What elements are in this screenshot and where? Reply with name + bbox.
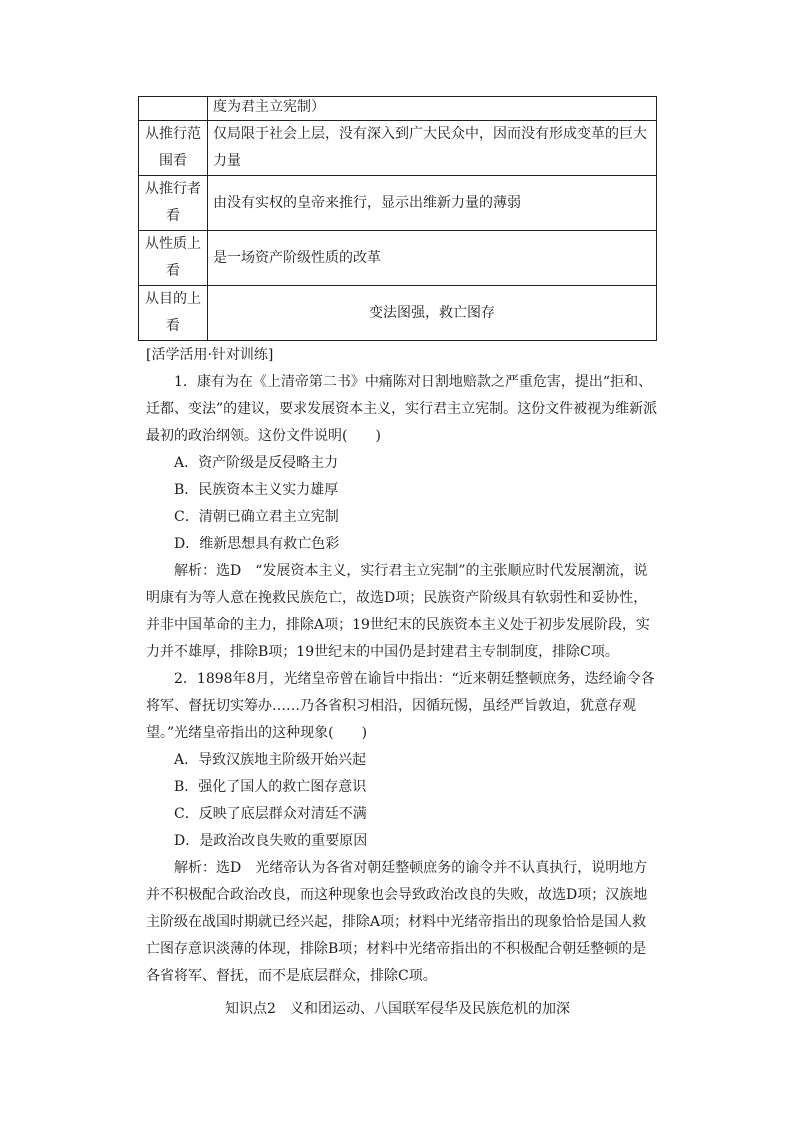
question-1-option-c: C．清朝已确立君主立宪制 (174, 509, 339, 525)
row-content: 是一场资产阶级性质的改革 (208, 231, 657, 286)
question-1-option-d: D．维新思想具有救亡色彩 (174, 536, 340, 552)
row-content: 仅局限于社会上层，没有深入到广大民众中，因而没有形成变革的巨大力量 (208, 121, 657, 176)
table-row (139, 121, 657, 176)
row-label: 从性质上看 (139, 231, 208, 286)
table-row (139, 231, 657, 286)
row-content: 变法图强，救亡图存 (208, 286, 657, 341)
table-row (139, 176, 657, 231)
question-2-stem: 2．1898年8月，光绪皇帝曾在谕旨中指出：“近来朝廷整顿庶务，迭经谕令各将军、督抚切实筹办……乃各省积习相沿，因循玩惕，虽经严旨敦迫，犹意存观望。”光绪皇帝指出的这种现象( ) (146, 671, 655, 741)
question-2-option-c: C．反映了底层群众对清廷不满 (174, 806, 367, 822)
analysis-table (138, 96, 657, 341)
knowledge-point-title: 知识点2 义和团运动、八国联军侵华及民族危机的加深 (225, 1001, 570, 1017)
question-2-option-a: A．导致汉族地主阶级开始兴起 (174, 752, 367, 768)
row-label: 从推行范围看 (139, 121, 208, 176)
table-row (139, 97, 657, 121)
question-1-analysis: 解析：选D “发展资本主义，实行君主立宪制”的主张顺应时代发展潮流，说明康有为等人意在挽救民族危亡，故选D项；民族资产阶级具有软弱性和妥协性，并非中国革命的主力，排除A项；19世纪末的民族资本主义处于初步发展阶段，实力并不雄厚，排除B项；19世纪末的中国仍是封建君主专制制度，排除C项。 (146, 563, 650, 660)
row-label (139, 97, 208, 121)
question-1-option-a: A．资产阶级是反侵略主力 (174, 455, 339, 471)
question-2-option-b: B．强化了国人的救亡图存意识 (174, 779, 367, 795)
row-content: 度为君主立宪制） (208, 97, 657, 121)
row-label: 从推行者看 (139, 176, 208, 231)
question-2-analysis: 解析：选D 光绪帝认为各省对朝廷整顿庶务的谕令并不认真执行，说明地方并不积极配合政治改良，而这种现象也会导致政治改良的失败，故选D项；汉族地主阶级在战国时期就已经兴起，排除A项；材料中光绪帝指出的现象恰恰是国人救亡图存意识淡薄的体现，排除B项；材料中光绪帝指出的不积极配合朝廷整顿的是各省将军、督抚，而不是底层群众，排除C项。 (146, 860, 648, 984)
question-section (146, 342, 660, 990)
row-label: 从目的上看 (139, 286, 208, 341)
question-1-stem: 1．康有为在《上清帝第二书》中痛陈对日割地赔款之严重危害，提出“拒和、迁都、变法”的建议，要求发展资本主义，实行君主立宪制。这份文件被视为维新派最初的政治纲领。这份文件说明( ) (146, 374, 658, 444)
table-row (139, 286, 657, 341)
section-heading: [活学活用·针对训练] (146, 347, 274, 363)
question-1-option-b: B．民族资本主义实力雄厚 (174, 482, 339, 498)
question-2-option-d: D．是政治改良失败的重要原因 (174, 833, 368, 849)
row-content: 由没有实权的皇帝来推行，显示出维新力量的薄弱 (208, 176, 657, 231)
